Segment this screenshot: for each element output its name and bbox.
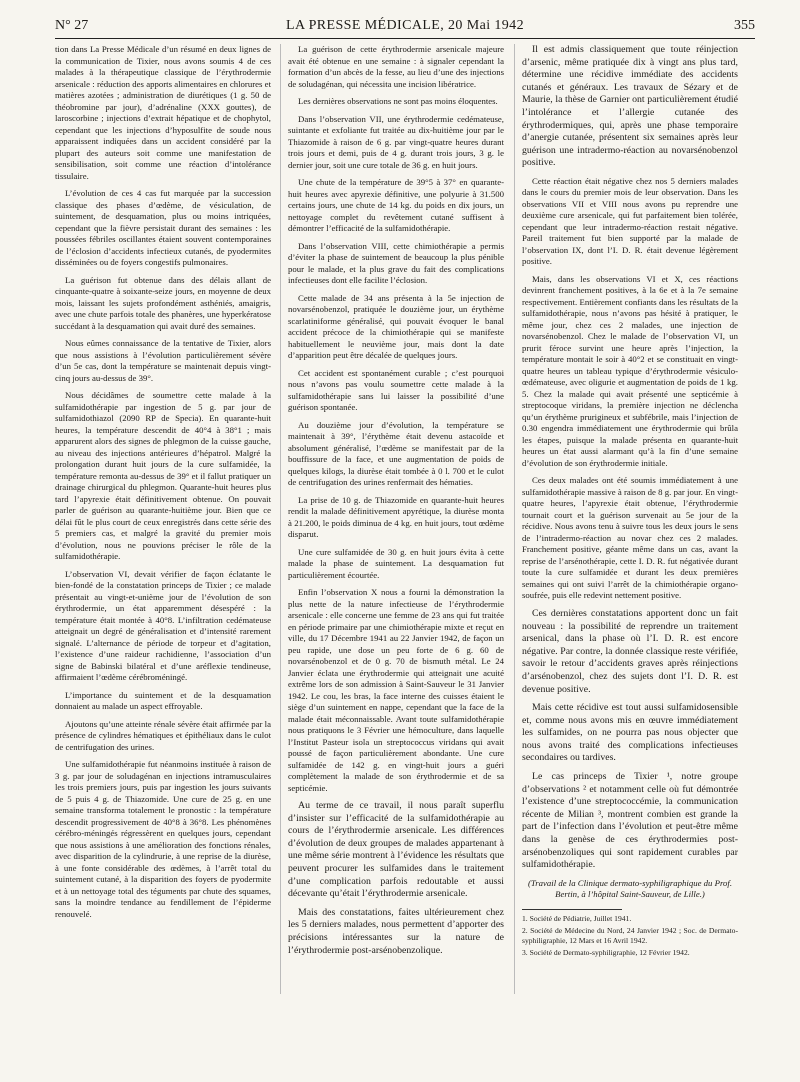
column-1 bbox=[55, 44, 271, 926]
institution-credit: (Travail de la Clinique dermato-syphiligraphique du Prof. Bertin, à l’hôpital Saint-Sauveur, de Lille.) bbox=[527, 877, 733, 900]
footnote-rule bbox=[522, 909, 622, 910]
issue-number: N° 27 bbox=[55, 18, 89, 33]
paragraph: Les dernières observations ne sont pas moins éloquentes. bbox=[298, 96, 498, 106]
paragraph: Mais cette récidive est tout aussi sulfamidosensible et, comme nous avons mis en œuvre immédiatement les sulfamides, on ne pourra pas nous objecter que nous avons traité des complications infectieuses secondaires ou tardives. bbox=[522, 702, 738, 764]
paragraph: Une cure sulfamidée de 30 g. en huit jours évita à cette malade la phase de suintement. La desquamation fut particulièrement écourtée. bbox=[288, 546, 504, 580]
paragraph: tion dans La Presse Médicale d’un résumé en deux lignes de la communication de Tixier, nous avons soumis 4 de ces malades à la thérapeutique classique de l’érythrodermie arsenicale : réduction des apports alimentaires en chlorures et matières azotées ; administration de diurétiques (1 g. 50 de théobromine par jour), d’adrénaline (XXX gouttes), de laroscorbine ; injections d’extrait hépatique et de chophytol, cependant que les injections d’hyposulfite de soude nous apparaissent indiquées dans un accident considéré par la plupart des auteurs soit comme une manifestation de sensibilisation, soit comme une réaction d’intolérance tissulaire. bbox=[55, 44, 271, 181]
paragraph: Il est admis classiquement que toute réinjection d’arsenic, même pratiquée dix à vingt ans plus tard, détermine une récidive immédiate des accidents cutanés et généraux. Les travaux de Sézary et de Maurie, la thèse de Garnier ont particulièrement étudié l’intolérance et l’allergie cutanée des érythrodermiques, qui, après une phase temporaire d’anergie cutanée, présentent six semaines après leur guérison une intradermo-réaction au novarsénobenzol positive. bbox=[522, 44, 738, 169]
paragraph: L’importance du suintement et de la desquamation donnaient au malade un aspect effroyable. bbox=[55, 689, 271, 711]
paragraph: Cet accident est spontanément curable ; c’est pourquoi nous n’avons pas voulu soumettre cette malade à la sulfamidothérapie sans lui laisser la possibilité d’une guérison spontanée. bbox=[288, 367, 504, 412]
paragraph: Le cas princeps de Tixier ¹, notre groupe d’observations ² et notamment celle où fut démontrée l’existence d’une streptococcémie, la communication récente de Milian ³, montrent combien est grande la part de l’infection dans l’évolution et peut-être même dans la genèse de ces érythrodermies post-arsénobenzoliques qui sont rapidement curables par sulfamidothérapie. bbox=[522, 771, 738, 871]
paragraph: Dans l’observation VIII, cette chimiothérapie a permis d’éviter la phase de suintement de beaucoup la plus pénible pour le malade, et la plus grave du fait des complications infectieuses dont elle facilite l’éclosion. bbox=[288, 240, 504, 285]
page-number: 355 bbox=[734, 18, 755, 33]
paragraph: Cette malade de 34 ans présenta à la 5e injection de novarsénobenzol, pratiquée le douzième jour, un érythème scarlatiniforme généralisé, qui pouvait évoquer le banal accident précoce de la chimiothérapie qui se manifeste habituellement le neuvième jour, mais dont la date d’apparition peut être décalée de quelques jours. bbox=[288, 292, 504, 360]
paragraph: La prise de 10 g. de Thiazomide en quarante-huit heures rendit la malade définitivement apyrétique, la diurèse monta à 21.200, le poids diminua de 4 kg. en huit jours, tout œdème disparut. bbox=[288, 494, 504, 539]
paragraph: Au douzième jour d’évolution, la température se maintenait à 39°, l’érythème était devenu astacoïde et absolument généralisé, l’œdème se manifestait par de la bouffissure de la face, et une augmentation de poids de quelques kilogs, la diurèse était tombée à 0 l. 700 et le culot de centrifugation des urines renfermait des hématies. bbox=[288, 419, 504, 487]
column-2 bbox=[288, 44, 504, 963]
column-3 bbox=[522, 44, 738, 960]
paragraph: Ces dernières constatations apportent donc un fait nouveau : la possibilité de reprendre un traitement arsenical, dans la phase où l’I. D. R. est encore négative. Par contre, la donnée classique reste vérifiée, savoir le retour d’accidents graves après réinjections d’arsénobenzol, chez des sujets dont l’I. D. R. est devenue positive. bbox=[522, 607, 738, 695]
footnote: 2. Société de Médecine du Nord, 24 Janvier 1942 ; Soc. de Dermato-syphiligraphie, 12 Mars et 16 Avril 1942. bbox=[522, 925, 738, 945]
paragraph: L’évolution de ces 4 cas fut marquée par la succession classique des phases d’œdème, de vésiculation, de suintement, de desquamation, plus ou moins intriquées, cependant que la fièvre persistait durant des semaines : les poussées fébriles oscillantes étaient souvent contemporaines de l’éclosion d’accidents infectieux cutanés, de pyodermites disséminées ou de foyers congestifs pulmonaires. bbox=[55, 188, 271, 267]
paragraph: La guérison de cette érythrodermie arsenicale majeure avait été obtenue en une semaine : à signaler cependant la formation d’un abcès de la fesse, au lieu d’une des injections de soludagénan, qui nécessita une incision libératrice. bbox=[288, 44, 504, 89]
paragraph: Une chute de la température de 39°5 à 37° en quarante-huit heures avec apyrexie définitive, une polyurie à 31.500 certains jours, une chute de 14 kg. du poids en dix jours, un nettoyage complet du revêtement cutané suffisent à démontrer l’efficacité de la sulfamidothérapie. bbox=[288, 177, 504, 233]
paragraph: Une sulfamidothérapie fut néanmoins instituée à raison de 3 g. par jour de soludagénan en injections intramusculaires les trois premiers jours, puis par ingestion les jours suivants de 5 puis 4 g. de Thiazomide. Une cure de 25 g. en une semaine transforma totalement le pronostic : la température descendit progressivement de 40°8 à 36°8. Les phénomènes cérébro-méningés régressèrent en quelques jours, cependant que nous assistions à une amélioration des fonctions rénales, avec disparition de la cylindrurie, à une reprise de la diurèse, à une fonte considérable des œdèmes, à l’arrêt total du suintement cutané, à la disparition des foyers de pyodermite et à un nettoyage total des téguments par chute des squames, sans la moindre tendance au fendillement de l’épiderme renouvelé. bbox=[55, 759, 271, 919]
header-rule bbox=[55, 38, 755, 39]
footnote: 3. Société de Dermato-syphiligraphie, 12 Février 1942. bbox=[522, 947, 690, 957]
conclusion-paragraph: Mais des constatations, faites ultérieurement chez les 5 derniers malades, nous permettent d’apporter des précisions intéressantes sur la nature de l’érythrodermie post-arsénobenzolique. bbox=[288, 906, 504, 956]
paragraph: Enfin l’observation X nous a fourni la démonstration la plus nette de la nature infectieuse de l’érythrodermie arsenicale : elle concerne une femme de 23 ans qui fut traitée en période primaire par une chimiothérapie mixte et reçut en ville, du 17 Décembre 1941 au 22 Janvier 1942, de façon un peu rapide, une dose un peu forte de 6 g. 60 de novarsénobenzol et de 0 g. 70 de bismuth métal. Le 24 Janvier éclata une érythrodermie qui atteignait une acuité extrême lors de son admission à Saint-Sauveur le 31 Janvier 1942. Le cou, les bras, la face interne des cuisses étaient le siège d’un suintement en nappe, cependant que la face de la malade était méconnaissable. Avant toute sulfamidothérapie nous pratiquons le 3 Février une hémoculture, dans laquelle l’Institut Pasteur isola un streptococcus viridans qui avait poussé de façon particulièrement abondante. Une cure sulfamidée de 142 g. en vingt-huit jours a guéri complètement la malade de son érythrodermie et de sa septicémie. bbox=[288, 587, 504, 793]
paragraph: Mais, dans les observations VI et X, ces réactions devinrent franchement positives, à la 6e et à la 7e semaine respectivement. Entièrement confiants dans les résultats de la sulfamidothérapie, nous n’avons pas hésité à pratiquer, le même jour, chez ces 2 malades, une injection de novarsénobenzol. Chez le malade de l’observation VI, un prurit féroce survint une heure après l’injection, la température montait le soir à 40°2 et se constituait en vingt-quatre heures un tableau typique d’érythrodermie vésiculo-œdémateuse, avec oligurie et augmentation de poids de 1 kg. 5. Chez la malade qui avait présenté une septicémie à streptocoque viridans, la première injection ne déclencha qu’un érythème prurigineux et subfébrile, mais l’injection de 0.30 engendra immédiatement une érythrodermie qui brûla les étapes, puisque la malade présenta en quarante-huit heures un état aussi alarmant qu’à la fin d’une semaine d’évolution de son érythrodermie initiale. bbox=[522, 273, 738, 468]
column-divider bbox=[280, 44, 281, 994]
journal-title: LA PRESSE MÉDICALE, 20 Mai 1942 bbox=[286, 18, 524, 33]
paragraph: Ajoutons qu’une atteinte rénale sévère était affirmée par la présence de cylindres hématiques et épithéliaux dans le culot de centrifugation des urines. bbox=[55, 718, 271, 752]
paragraph: Nous eûmes connaissance de la tentative de Tixier, alors que nous assistions à l’évolution particulièrement sévère d’un 5e cas, dont la température se maintenait depuis vingt-cinq jours au-dessus de 39°. bbox=[55, 338, 271, 383]
conclusion-paragraph: Au terme de ce travail, il nous paraît superflu d’insister sur l’efficacité de la sulfamidothérapie au cours de l’érythrodermie arsenicale. Les différences d’évolution de deux groupes de malades appartenant à une même série montrent à l’évidence les résultats que peuvent procurer les sulfamides dans le traitement d’une complication parfois redoutable et aussi décevante qu’était l’érythrodermie arsenicale. bbox=[288, 800, 504, 900]
column-divider bbox=[514, 44, 515, 994]
paragraph: Cette réaction était négative chez nos 5 derniers malades dans le cours du premier mois de leur observation. Dans les observations VII et VIII nous avons pu reprendre une deuxième cure arsenicale, qui fut parfaitement bien tolérée, cependant que leur intradermo-réaction restait négative. Pareil traitement fut bien supporté par la malade de l’observation IX, dont l’I. D. R. était devenue légèrement positive. bbox=[522, 175, 738, 267]
paragraph: Ces deux malades ont été soumis immédiatement à une sulfamidothérapie massive à raison de 8 g. par jour. En vingt-quatre heures, l’apyrexie était obtenue, l’érythrodermie tournait court et la guérison survenait au 5e jour de la récidive. Nous avons tenu à suivre tous les deux jours le sens de l’intradermo-réaction au novar chez ces 2 malades. Franchement positive, géante même dans un cas, avant la reprise de l’arsénothérapie, cette I. D. R. fut négativée durant toute la cure sulfamidée et durant les deux premières semaines qui ont suivi l’arrêt de la chimiothérapie organo-soufrée, puis elle redevint nettement positive. bbox=[522, 475, 738, 601]
running-header bbox=[55, 14, 755, 38]
paragraph: Dans l’observation VII, une érythrodermie cedémateuse, suintante et exfoliante fut traitée au dix-huitième jour par le Thiazomide à raison de 6 g. par vingt-quatre heures durant trois jours et demi, puis de 4 g. durant trois jours, 3 g. le dernier jour, soit une cure totale de 36 g. en huit jours. bbox=[288, 113, 504, 170]
paragraph: L’observation VI, devait vérifier de façon éclatante le bien-fondé de la constatation princeps de Tixier ; ce malade présentait au vingt-et-unième jour de l’évolution de son érythrodermie, un état apparemment désespéré : la température était montée à 40°8. L’infiltration cedémateuse atteignait un degré de généralisation et d’intensité rarement signalé. L’alternance de période de torpeur et d’agitation, l’existence d’une raideur rachidienne, l’association d’un signe de Babinski bilatéral et d’une aréflexie tendineuse, affirmaient l’œdème cérébroméningé. bbox=[55, 568, 271, 682]
paragraph: Nous décidâmes de soumettre cette malade à la sulfamidothérapie par ingestion de 5 g. par jour de sulfamidothiazol (2090 RP de Specia). En quarante-huit heures, la température descendit de 40°4 à 38°1 ; mais apparurent alors des signes de phlegmon de la cuisse gauche, au niveau des injections antérieures d’hépatrol. Malgré la prolongation durant huit jours de la cure sulfamidée, la température remonta au-dessus de 39° et il fallut pratiquer un drainage chirurgical du phlegmon. Quarante-huit heures plus tard l’apyrexie était définitivement obtenue. On pouvait parler de guérison au quarante-huitième jour. Bien que ce délai fût le plus court de ceux enregistrés dans cette série des 5 premiers cas, et malgré la gravité du premier mois d’évolution, nous ne pouvions préciser le rôle de la sulfamidothérapie. bbox=[55, 390, 271, 561]
paragraph: La guérison fut obtenue dans des délais allant de cinquante-quatre à soixante-seize jours, en moyenne de deux mois, laissant les sujets profondément asthéniés, amaigris, avec une chute parfois totale des phanères, une hyperkératose succédant à la desquamation qui avait duré des semaines. bbox=[55, 274, 271, 331]
footnote: 1. Société de Pédiatrie, Juillet 1941. bbox=[522, 913, 632, 923]
